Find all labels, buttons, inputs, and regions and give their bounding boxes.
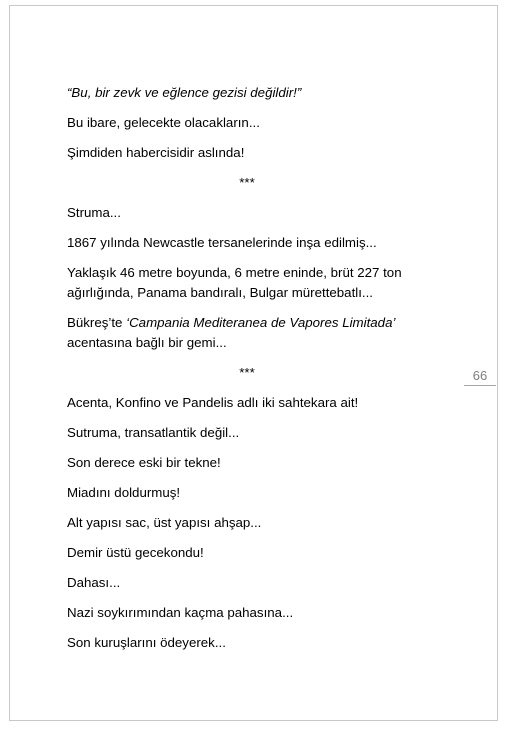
section-separator: *** [239,175,255,190]
paragraph: Struma... [67,205,121,220]
page-body-text [67,83,427,663]
company-name: ‘Campania Mediteranea de Vapores Limitada’ [126,315,396,330]
paragraph: Sutruma, transatlantik değil... [67,425,240,440]
page-number: 66 [464,367,496,386]
paragraph: Bu ibare, gelecekte olacakların... [67,115,260,130]
paragraph: Dahası... [67,575,121,590]
paragraph: Nazi soykırımından kaçma pahasına... [67,605,294,620]
paragraph: Miadını doldurmuş! [67,485,181,500]
paragraph-text: acentasına bağlı bir gemi... [67,335,227,350]
paragraph: Son kuruşlarını ödeyerek... [67,635,226,650]
paragraph: Acenta, Konfino ve Pandelis adlı iki sahtekara ait! [67,395,359,410]
epigraph-quote: “Bu, bir zevk ve eğlence gezisi değildir!” [67,85,302,100]
paragraph: 1867 yılında Newcastle tersanelerinde inşa edilmiş... [67,235,377,250]
paragraph: Son derece eski bir tekne! [67,455,221,470]
paragraph: Demir üstü gecekondu! [67,545,204,560]
section-separator: *** [239,365,255,380]
paragraph: Şimdiden habercisidir aslında! [67,145,245,160]
paragraph: Yaklaşık 46 metre boyunda, 6 metre eninde, brüt 227 ton ağırlığında, Panama bandıralı, Bulgar mürettebatlı... [67,265,402,300]
paragraph-text: Bükreş’te [67,315,127,330]
document-page [9,5,498,721]
paragraph: Alt yapısı sac, üst yapısı ahşap... [67,515,262,530]
paragraph [67,313,427,353]
